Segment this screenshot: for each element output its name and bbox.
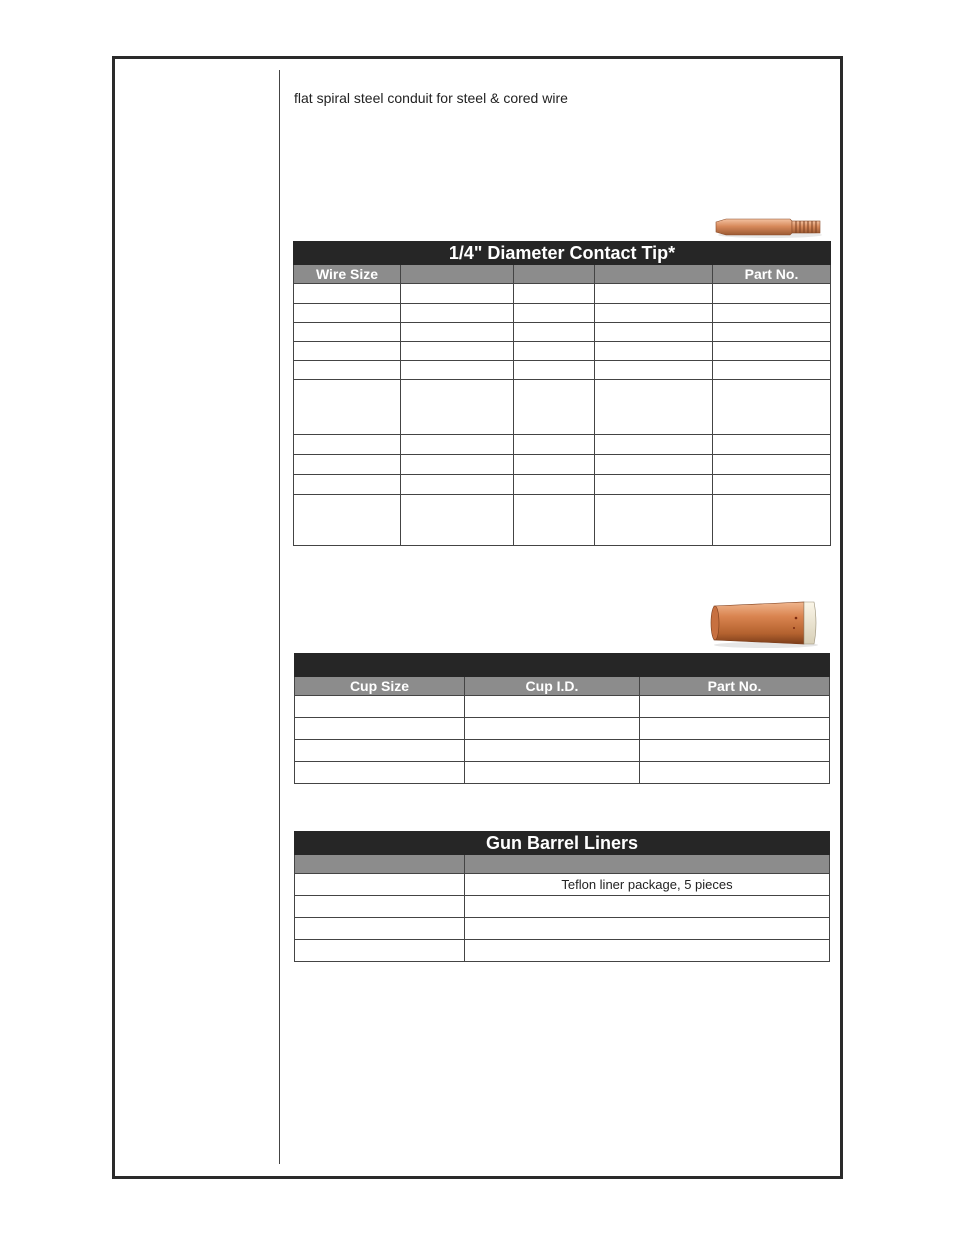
col-header-2 bbox=[465, 855, 830, 874]
table-row bbox=[295, 896, 830, 918]
table-row bbox=[295, 940, 830, 962]
col-header-3 bbox=[514, 265, 595, 284]
table-row bbox=[294, 455, 831, 475]
col-part-no: Part No. bbox=[713, 265, 831, 284]
table-row bbox=[295, 918, 830, 940]
table-row bbox=[294, 435, 831, 455]
table-row bbox=[295, 696, 830, 718]
nozzle-image bbox=[708, 598, 822, 650]
col-cup-size: Cup Size bbox=[295, 677, 465, 696]
table-row bbox=[294, 284, 831, 304]
table-row: Teflon liner package, 5 pieces bbox=[295, 874, 830, 896]
liners-title: Gun Barrel Liners bbox=[295, 832, 830, 855]
table-row bbox=[294, 361, 831, 380]
table-row bbox=[294, 380, 831, 435]
nozzle-table bbox=[294, 653, 830, 784]
table-row bbox=[294, 342, 831, 361]
contact-tip-title: 1/4" Diameter Contact Tip* bbox=[294, 242, 831, 265]
table-row bbox=[294, 475, 831, 495]
table-row bbox=[295, 762, 830, 784]
liners-table bbox=[294, 831, 830, 962]
table-row bbox=[294, 304, 831, 323]
table-row bbox=[294, 323, 831, 342]
table-row bbox=[294, 495, 831, 546]
column-divider bbox=[279, 70, 280, 1164]
col-cup-id: Cup I.D. bbox=[465, 677, 640, 696]
col-part-no: Part No. bbox=[640, 677, 830, 696]
table-row bbox=[295, 718, 830, 740]
intro-text: flat spiral steel conduit for steel & cored wire bbox=[294, 90, 568, 106]
col-header-2 bbox=[401, 265, 514, 284]
col-header-1 bbox=[295, 855, 465, 874]
table-row bbox=[295, 740, 830, 762]
contact-tip-image bbox=[712, 214, 826, 240]
col-header-4 bbox=[595, 265, 713, 284]
col-wire-size: Wire Size bbox=[294, 265, 401, 284]
nozzle-title bbox=[295, 654, 830, 677]
contact-tip-table bbox=[293, 241, 831, 546]
